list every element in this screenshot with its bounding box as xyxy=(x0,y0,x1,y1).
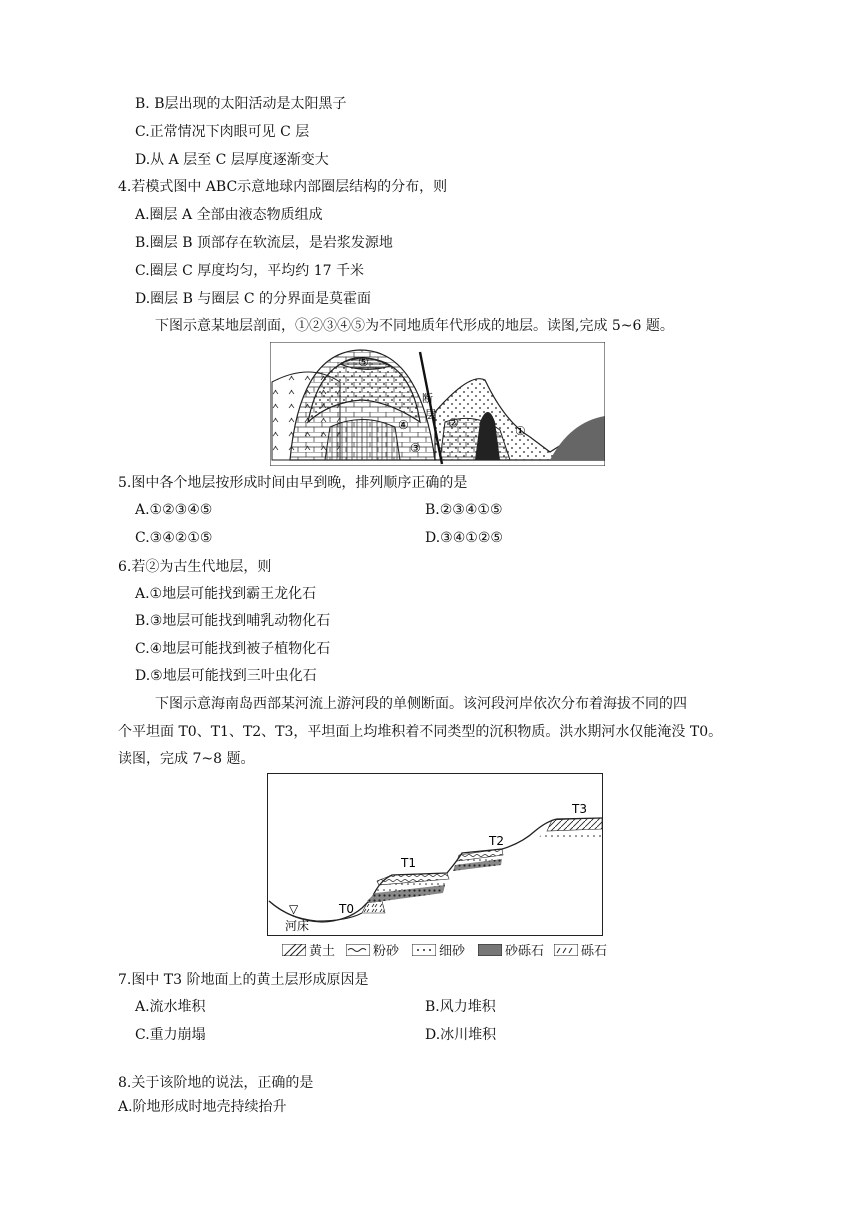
legend-label: 黄土 xyxy=(309,944,336,959)
label-layer-4: ④ xyxy=(398,418,409,432)
q3-option-d: D.从 A 层至 C 层厚度逐渐变大 xyxy=(135,152,329,168)
intro-7-8-line-1: 下图示意海南岛西部某河流上游河段的单侧断面。该河段河岸依次分布着海拔不同的四 xyxy=(155,696,687,712)
legend-sandy-gravel xyxy=(478,940,544,959)
terrace-legend xyxy=(282,940,622,958)
sandy-gravel-swatch-icon xyxy=(478,944,502,956)
layer-vertical xyxy=(325,420,400,461)
q7-option-d: D.冰川堆积 xyxy=(425,1027,497,1043)
q6-option-c: C.④地层可能找到被子植物化石 xyxy=(135,641,331,657)
label-t0: T0 xyxy=(339,902,354,916)
q4-option-c: C.圈层 C 厚度均匀，平均约 17 千米 xyxy=(135,263,364,279)
geologic-section-figure xyxy=(270,342,605,466)
q6-option-a: A.①地层可能找到霸王龙化石 xyxy=(135,586,317,602)
label-riverbed: 河床 xyxy=(285,919,310,933)
legend-label: 砾石 xyxy=(581,944,608,959)
legend-label: 砂砾石 xyxy=(505,944,545,959)
q8-option-a: A.阶地形成时地壳持续抬升 xyxy=(118,1099,287,1115)
label-t1: T1 xyxy=(401,856,416,870)
q3-option-c: C.正常情况下肉眼可见 C 层 xyxy=(135,124,310,140)
label-layer-1: ① xyxy=(515,424,526,438)
legend-label: 细砂 xyxy=(439,944,466,959)
legend-silt xyxy=(346,940,399,959)
q6-stem: 6.若②为古生代地层，则 xyxy=(118,559,272,575)
label-t3: T3 xyxy=(572,802,587,816)
loess-swatch-icon xyxy=(282,944,306,956)
label-layer-2: ② xyxy=(448,416,459,430)
q4-option-b: B.圈层 B 顶部存在软流层，是岩浆发源地 xyxy=(135,235,393,251)
water-level-icon: ▽ xyxy=(289,902,299,916)
q6-option-b: B.③地层可能找到哺乳动物化石 xyxy=(135,613,331,629)
q4-option-a: A.圈层 A 全部由液态物质组成 xyxy=(135,207,323,223)
q7-option-c: C.重力崩塌 xyxy=(135,1027,206,1043)
q7-option-b: B.风力堆积 xyxy=(425,999,496,1015)
q5-option-a: A.①②③④⑤ xyxy=(135,502,213,518)
q4-option-d: D.圈层 B 与圈层 C 的分界面是莫霍面 xyxy=(135,291,371,307)
q4-stem: 4.若模式图中 ABC示意地球内部圈层结构的分布，则 xyxy=(118,179,448,195)
river-terrace-figure xyxy=(267,773,603,936)
intro-5-6: 下图示意某地层剖面，①②③④⑤为不同地质年代形成的地层。读图,完成 5~6 题。 xyxy=(155,318,674,334)
q3-option-b: B. B层出现的太阳活动是太阳黑子 xyxy=(135,96,347,112)
silt-swatch-icon xyxy=(346,944,370,956)
legend-label: 粉砂 xyxy=(373,944,400,959)
q6-option-d: D.⑤地层可能找到三叶虫化石 xyxy=(135,668,317,684)
fine-sand-swatch-icon xyxy=(412,944,436,956)
q8-stem: 8.关于该阶地的说法，正确的是 xyxy=(118,1075,314,1091)
legend-fine-sand xyxy=(412,940,465,959)
label-t2: T2 xyxy=(489,834,504,848)
legend-gravel xyxy=(554,940,607,959)
q7-option-a: A.流水堆积 xyxy=(135,999,206,1015)
intro-7-8-line-3: 读图，完成 7~8 题。 xyxy=(118,751,255,767)
label-fault-1: 断 xyxy=(422,392,433,405)
label-fault-2: 层 xyxy=(425,408,436,421)
q5-option-c: C.③④②①⑤ xyxy=(135,530,213,546)
q5-option-d: D.③④①②⑤ xyxy=(425,530,503,546)
q7-stem: 7.图中 T3 阶地面上的黄土层形成原因是 xyxy=(118,972,369,988)
gravel-swatch-icon xyxy=(554,944,578,956)
q5-option-b: B.②③④①⑤ xyxy=(425,502,503,518)
q5-stem: 5.图中各个地层按形成时间由早到晚，排列顺序正确的是 xyxy=(118,475,468,491)
label-layer-5: ⑤ xyxy=(358,355,369,369)
t3-loess xyxy=(547,818,602,831)
legend-loess xyxy=(282,940,335,959)
intro-7-8-line-2: 个平坦面 T0、T1、T2、T3，平坦面上均堆积着不同类型的沉积物质。洪水期河水仅能淹没 T0。 xyxy=(118,724,723,740)
label-layer-3: ③ xyxy=(410,441,421,455)
